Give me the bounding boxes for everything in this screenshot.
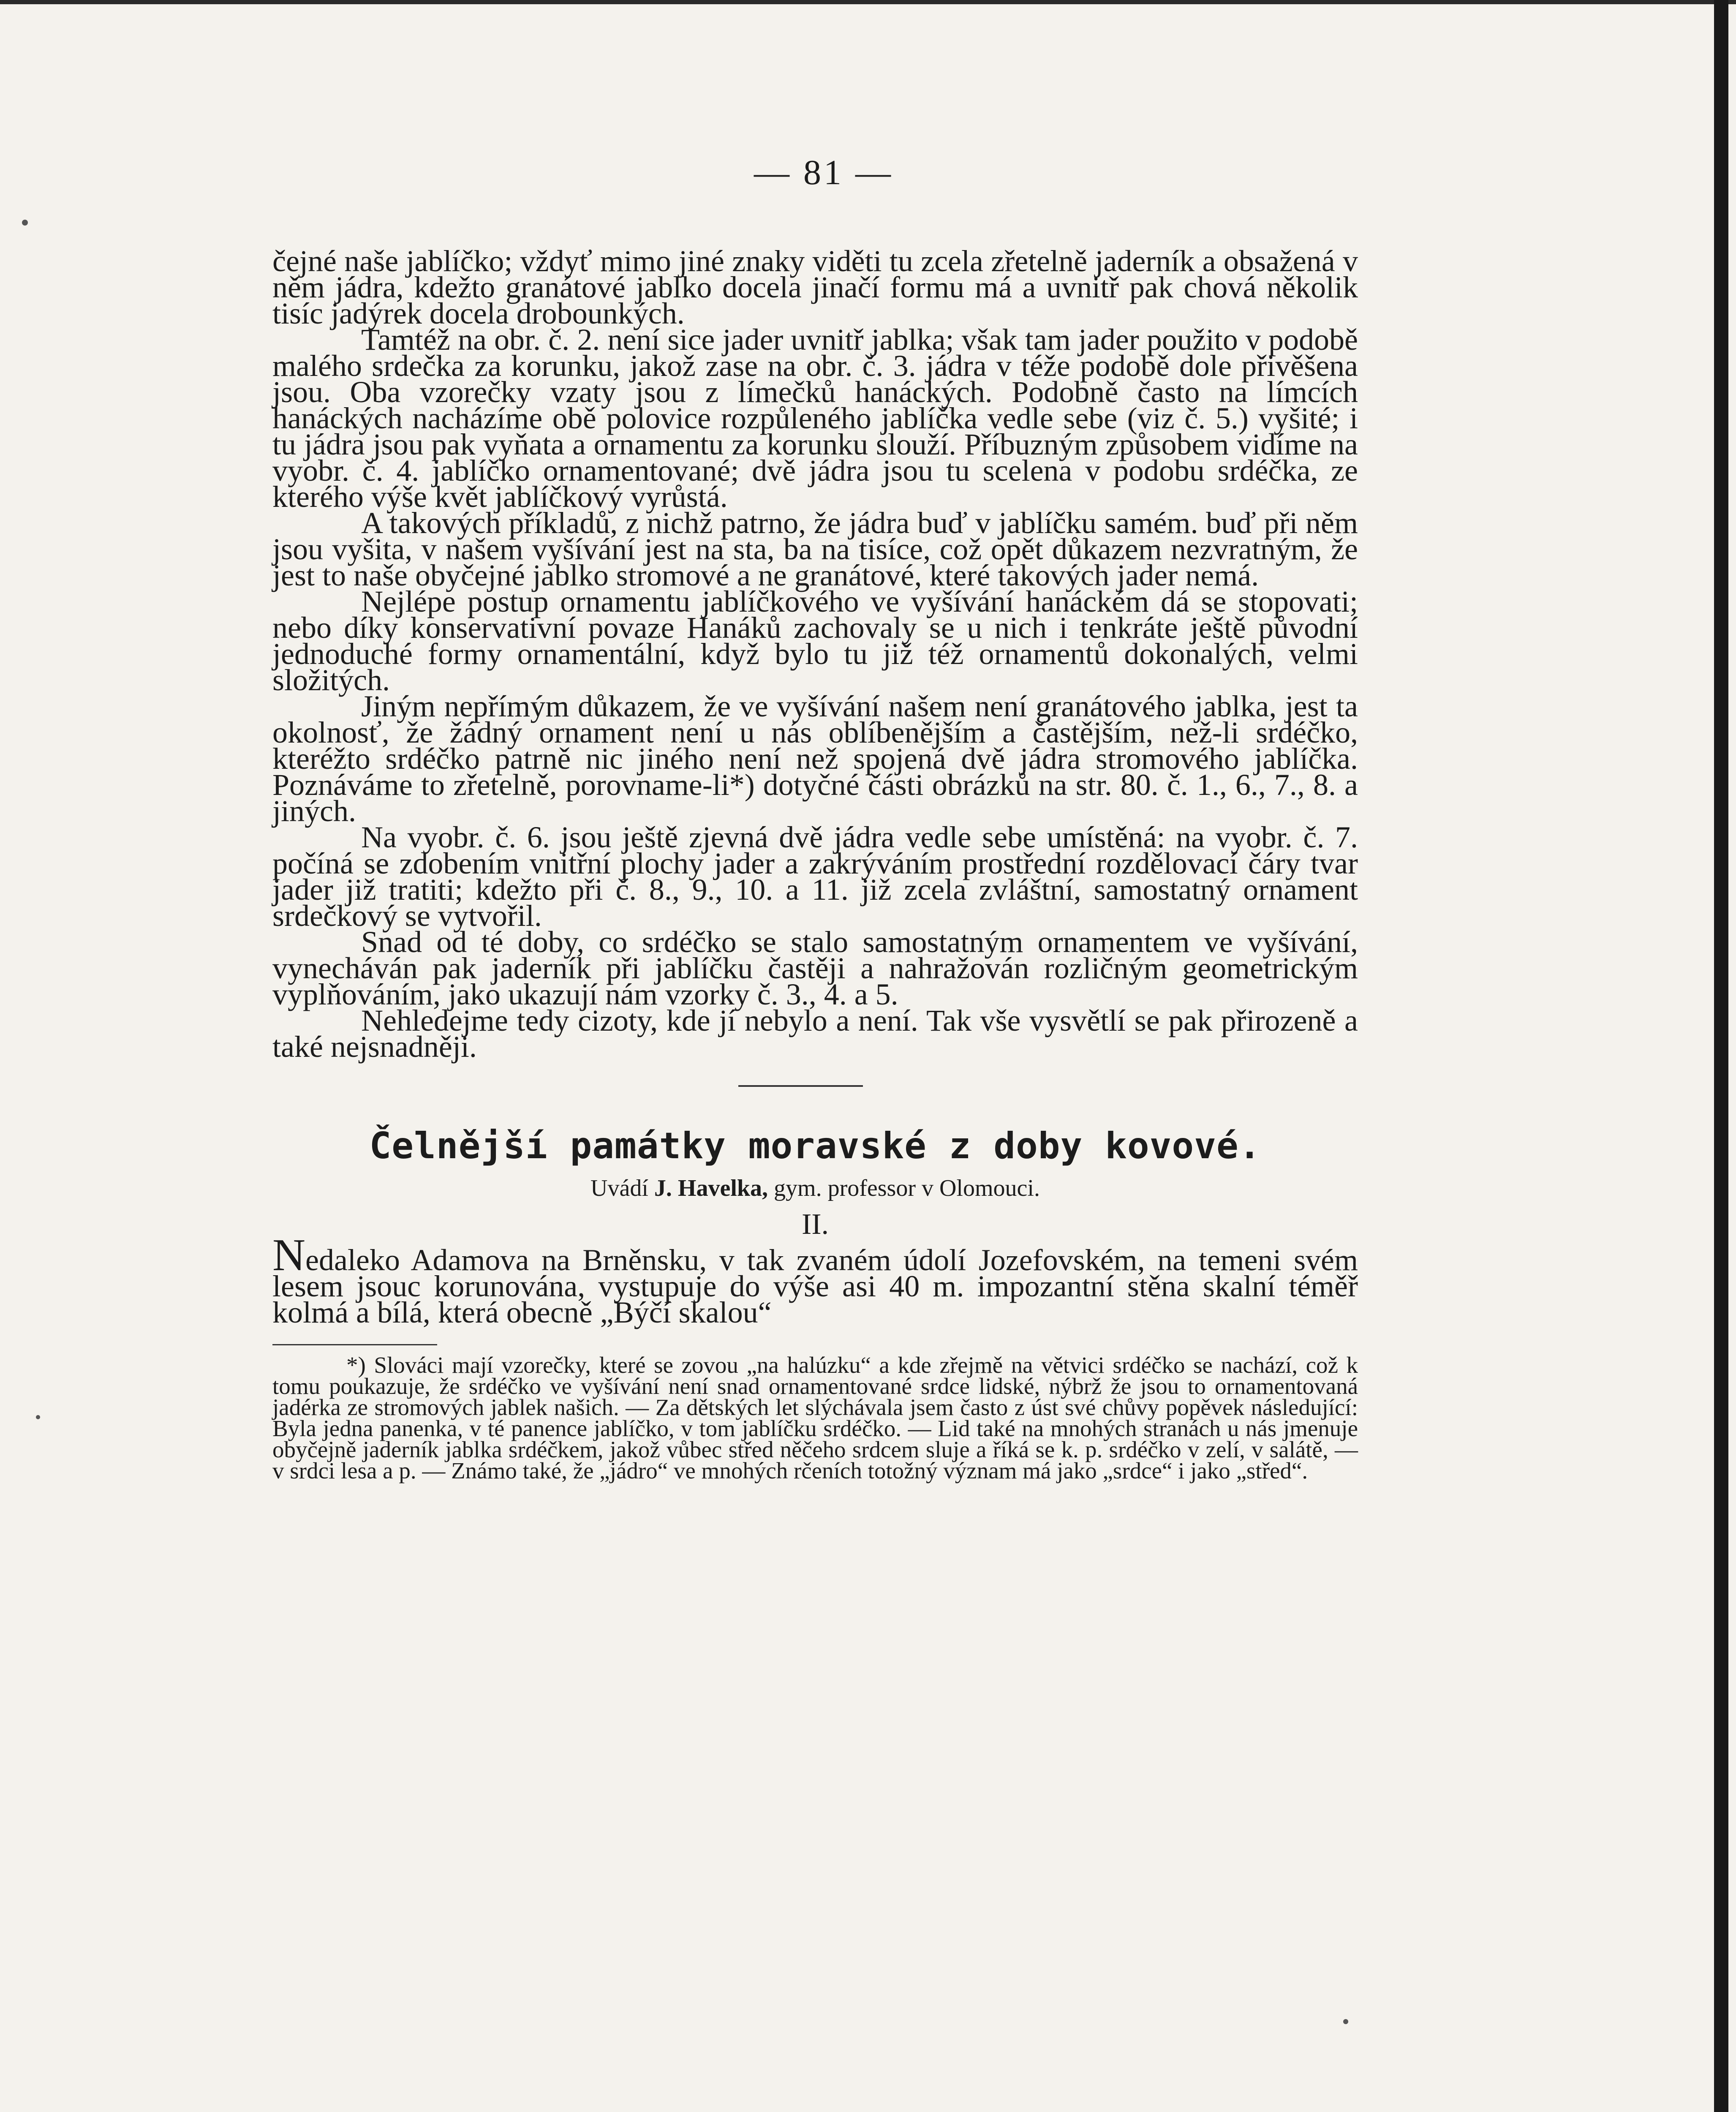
section-separator	[738, 1085, 863, 1087]
byline-suffix: gym. professor v Olomouci.	[774, 1175, 1040, 1201]
paragraph: A takových příkladů, z nichž patrno, že jádra buď v jablíčku samém. buď při něm jsou vyšita, v našem vyšívání jest na sta, ba na tisíce, což opět důkazem nezvratným, že jest to naše obyčejné jablko stromové a ne granátové, které takových jader nemá.	[272, 506, 1358, 592]
paragraph: Nehledejme tedy cizoty, kde jí nebylo a není. Tak vše vysvětlí se pak přirozeně a také nejsnadněji.	[272, 1004, 1358, 1064]
scan-top-edge	[0, 0, 1736, 4]
scan-speck	[1343, 2019, 1348, 2024]
paragraph: Na vyobr. č. 6. jsou ještě zjevná dvě jádra vedle sebe umístěná: na vyobr. č. 7. počíná se zdobením vnitřní plochy jader a zakrýváním prostřední rozdělovací čáry tvar jader již tratiti; kdežto při č. 8., 9., 10. a 11. již zcela zvláštní, samostatný ornament srdečkový se vytvořil.	[272, 820, 1358, 933]
byline-prefix: Uvádí	[590, 1175, 648, 1201]
paragraph: Nejlépe postup ornamentu jablíčkového ve vyšívání hanáckém dá se stopovati; nebo díky konservativní povaze Hanáků zachovaly se u nich i tenkráte ještě původní jednoduché formy ornamentální, když bylo tu již též ornamentů dokonalých, velmi složitých.	[272, 585, 1358, 697]
paragraph: čejné naše jablíčko; vždyť mimo jiné znaky viděti tu zcela zřetelně jaderník a obsažená v něm jádra, kdežto granátové jablko docela jinačí formu má a uvnitř pak chová několik tisíc jadýrek docela drobounkých.	[272, 244, 1358, 330]
footnote: *) Slováci mají vzorečky, které se zovou „na halúzku“ a kde zřejmě na větvici srdéčko se nachází, což k tomu poukazuje, že srdéčko ve vyšívání není snad ornamentované srdce lidské, nýbrž že jsou to ornamentovaná jadérka ze stromových jablek našich. — Za dětských let slýchávala jsem často z úst své chůvy popěvek následující: Byla jedna panenka, v té panence jablíčko, v tom jablíčku srdéčko. — Lid také na mnohých stranách u nás jmenuje obyčejně jaderník jablka srdéčkem, jakož vůbec střed něčeho srdcem sluje a říká se k. p. srdéčko v zelí, v salátě, — v srdci lesa a p. — Známo také, že „jádro“ ve mnohých rčeních totožný význam má jako „srdce“ i jako „střed“.	[272, 1352, 1358, 1483]
byline-author: J. Havelka,	[654, 1175, 768, 1201]
section-number: II.	[801, 1208, 829, 1241]
scan-right-edge	[1714, 0, 1728, 2112]
text-column	[272, 152, 1358, 1481]
article-title: Čelnější památky moravské z doby kovové.	[369, 1125, 1261, 1167]
footnote-rule	[272, 1344, 437, 1345]
article-body: Nedaleko Adamova na Brněnsku, v tak zvaném údolí Jozefovském, na temeni svém lesem jsouc korunována, vystupuje do výše asi 40 m. impozantní stěna skalní téměř kolmá a bílá, která obecně „Býčí skalou“	[272, 1230, 1358, 1329]
paragraph: Tamtéž na obr. č. 2. není sice jader uvnitř jablka; však tam jader použito v podobě malého srdečka za korunku, jakož zase na obr. č. 3. jádra v téže podobě dole přivěšena jsou. Oba vzorečky vzaty jsou z límečků hanáckých. Podobně často na límcích hanáckých nacházíme obě polovice rozpůleného jablíčka vedle sebe (viz č. 5.) vyšité; i tu jádra jsou pak vyňata a ornamentu za korunku slouží. Příbuzným způsobem vidíme na vyobr. č. 4. jablíčko ornamentované; dvě jádra jsou tu scelena v podobu srdéčka, ze kterého výše květ jablíčkový vyrůstá.	[272, 323, 1358, 514]
article-byline	[272, 1175, 1358, 1202]
page-number: — 81 —	[754, 153, 893, 192]
scan-speck	[36, 1415, 40, 1419]
paragraph: Jiným nepřímým důkazem, že ve vyšívání našem není granátového jablka, jest ta okolnosť, že žádný ornament není u nás oblíbenějším a častějším, než-li srdéčko, kteréžto srdéčko patrně nic jiného není než spojená dvě jádra stromového jablíčka. Poznáváme to zřetelně, porovname-li*) dotyčné části obrázků na str. 80. č. 1., 6., 7., 8. a jiných.	[272, 689, 1358, 828]
paragraph: Snad od té doby, co srdéčko se stalo samostatným ornamentem ve vyšívání, vynecháván pak jaderník při jablíčku častěji a nahražován rozličným geometrickým vyplňováním, jako ukazují nám vzorky č. 3., 4. a 5.	[272, 925, 1358, 1011]
scan-speck	[22, 220, 28, 226]
